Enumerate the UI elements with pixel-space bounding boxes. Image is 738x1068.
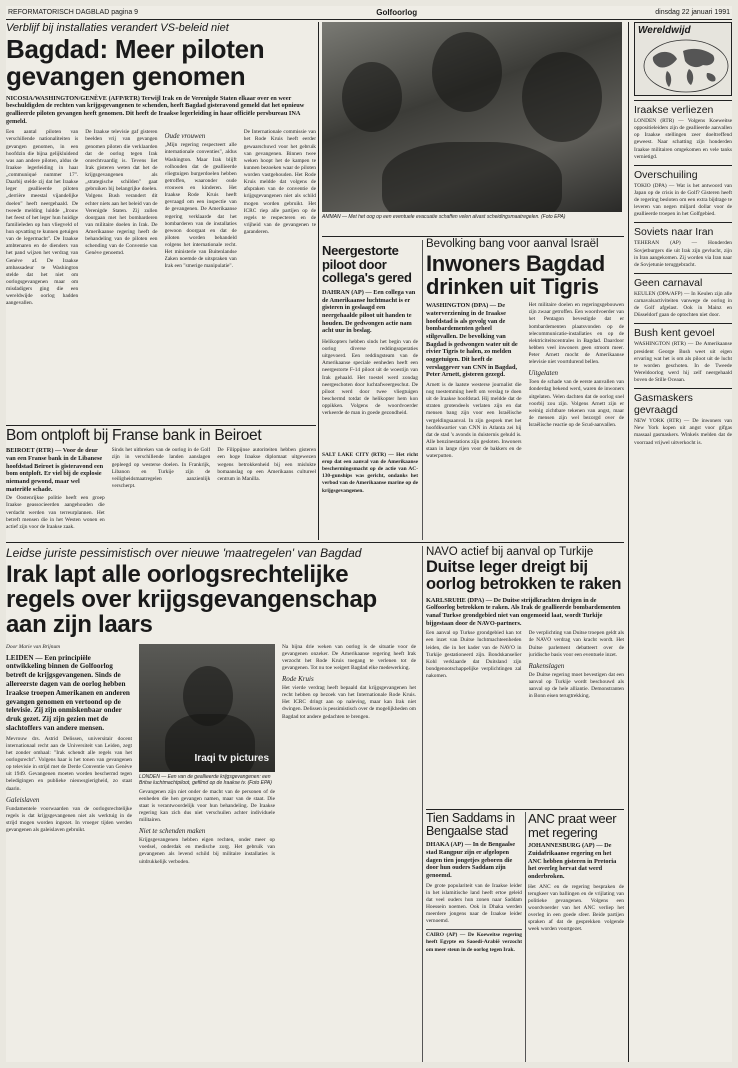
article-saddams — [426, 812, 522, 1062]
article-kicker: Leidse juriste pessimistisch over nieuwe 'maatregelen' van Bagdad — [6, 546, 362, 560]
article-subhead: Rakenslagen — [528, 661, 565, 670]
article-anc — [528, 812, 624, 1062]
article-column: Toen de schade van de eerste aanvallen van donderdag bekend werd, waren de inwoners uitgelaten. Velen dachten dat de oorlog snel voorbij zou zijn. Volgens Arnett zijn er weinig zichtbare tekenen van angst, maar de mensen zijn wel bezorgd over de Israëlische reactie op de Scud-aanvallen. — [528, 379, 624, 429]
section-rule — [322, 236, 624, 237]
article-lead: LEIDEN — Een principiële ontwikkeling binnen de Golfoorlog betreft de krijgsgevangenen. Sinds de allereerste dagen van de oorlog hebben Iraakse troepen Amerikanen en anderen gevangen genomen en vertoond op de televisie. Zij zijn onmiskenbaar onder druk gezet. Zij zijn gezien met de slachtoffers van andere mensen. — [6, 653, 130, 732]
article-lead: WASHINGTON (DPA) — De waterverziening in de Iraakse hoofdstad is als gevolg van de bombardementen geheel stilgevallen. De bevolking van Bagdad is gedwongen water uit de rivier Tigris te halen, zo melden ooggetuigen. Dit heeft de verslaggever van CNN in Bagdad, Peter Arnett, gisteren gezegd. — [426, 302, 518, 379]
article-headline: ANC praat weer met regering — [528, 811, 617, 840]
article-headline: Bagdad: Meer piloten gevangen genomen — [6, 34, 265, 92]
article-kicker: NAVO actief bij aanval op Turkije — [426, 546, 594, 558]
article-lead: DHAKA (AP) — In de Bengaalse stad Rangpur zijn er afgelopen dagen tien jongetjes geboren die door hun ouders Saddam zijn genoemd. — [426, 841, 516, 879]
article-headline: Bom ontploft bij Franse bank in Beiroet — [6, 427, 262, 444]
article-lead: BEIROET (RTR) — Voor de deur van een Franse bank in de Libanese hoofdstad Beiroet is gisteravond een bom ontploft. Er viel bij de explosie niemand gewond, maar wel materiële schade. — [6, 447, 104, 493]
column-rule — [525, 812, 526, 1062]
article-subhead: Niet te schenden maken — [139, 827, 206, 836]
wereldwijd-item-title: Soviets naar Iran — [634, 222, 732, 238]
article-column: De verplichting van Duitse troepen geldt als de NAVO verdrag van kracht wordt. Het Duitse parlement debatteert over de juridische basis voor een eventuele inzet. — [528, 630, 624, 658]
article-kicker: Bevolking bang voor aanval Israël — [426, 238, 599, 250]
article-piloten — [6, 22, 316, 423]
wereldwijd-column — [628, 22, 732, 1062]
article-body: De grote populariteit van de Iraakse leider in het islamitische land heeft ertoe geleid dat veel ouders hun zonen naar Saddam Hoessein noemen. Ook in Dhaka werden meerdere jongens naar de Iraakse leider vernoemd. — [426, 882, 522, 925]
article-column: Het militaire doelen en regeringsgebouwen zijn zwaar getroffen. Een woordvoerder van het Pentagon bevestigde dat er bombardementen plaatsvonden op de telecommunicatie-installaties en op de elektriciteitscentrales in Bagdad. Daardoor hebben veel inwoners geen stroom meer. Peter Arnett mocht de Amerikaanse televisie niet voortdurend bellen. — [528, 302, 624, 366]
article-column: Mevrouw drs. Astrid Delissen, universitair docent internationaal recht aan de Universiteit van Leiden, zegt het zonder omhaal: "Irak schendt alle regels van het oorlogsrecht". Volgens haar is het tonen van gevangenen op televisie in strijd met de Derde Conventie van Genève uit 1949. Gevangenen moeten worden beschermd tegen beledigingen en publieke nieuwsgierigheid, zo staat daarin. — [6, 735, 132, 792]
photo-crowd — [322, 22, 622, 212]
article-column: De Duitse regering moet bevestigen dat een aanval op Turkije wordt beschouwd als aanval op de hele alliantie. Demonstranten in Bonn eisen terugtrekking. — [528, 671, 624, 700]
article-neergestorte — [322, 244, 418, 512]
wereldwijd-item — [634, 388, 732, 447]
article-column: Arnett is de laatste westerse journalist die nog toestemming heeft om verslag te doen uit de Iraakse hoofdstad. Hij meldde dat de straten grotendeels verlaten zijn en dat mensen bang zijn voor een Israëlische vergeldingsaanval. In zijn gesprek met het hoofdkwartier van CNN in Atlanta zei hij dat de stad 's avonds in duisternis gehuld is. Alle benzinestations zijn gesloten. Inwoners staan in lange rijen voor de bakkers en de waterputten. — [426, 381, 522, 460]
article-column: Na bijna drie weken van oorlog is de situatie voor de gevangenen onzeker. De Amerikaanse regering heeft Irak verzocht het Rode Kruis toegang te verlenen tot de gevangenen. Tot nu toe weigert Bagdad elke medewerking. — [282, 643, 416, 671]
article-subhead: Oude vrouwen — [164, 132, 206, 141]
header-section: Golfoorlog — [376, 8, 418, 17]
wereldwijd-title: Wereldwijd — [638, 25, 691, 36]
header-date: dinsdag 22 januari 1991 — [655, 9, 730, 16]
article-column: De Internationale commissie van het Rode Kruis heeft eerder gewaarschuwd voor het gebruik van gevangenen. Binnen twee weken hoopt het de kampen te kunnen bezoeken waar de piloten worden vastgehouden. Het Rode Kruis meldde dat volgens de afspraken van de conventie de krijgsgevangenen niet als schild mogen worden gebruikt. Het ICRC riep alle partijen op de regels te respecteren en de vrijheid van de gevangenen te garanderen. — [243, 129, 316, 236]
article-headline: Duitse leger dreigt bij oorlog betrokken te raken — [426, 558, 622, 594]
article-column: De Iraakse televisie gaf gisteren beelden vrij van gevangen genomen piloten die verklaarden dat de oorlog tegen Irak onrechtvaardig is. Tevens liet Irak gisteren weten dat het de krijgsgevangenen als „strategische schilden" gaat gebruiken bij belangrijke doelen. Volgens Bush verandert dit echter niets aan het beleid van de Verenigde Staten. Zij zullen doorgaan met het bombarderen van militaire doelen in Irak. De Amerikaanse regering heeft de behandeling van de piloten een schending van de Conventie van Genève genoemd. — [85, 129, 158, 257]
article-kicker: Verblijf bij installaties verandert VS-beleid niet — [6, 22, 229, 34]
page-header — [6, 6, 732, 20]
article-lead: JOHANNESBURG (AP) — De Zuidafrikaanse regering en het ANC hebben gisteren in Pretoria het overleg hervat dat werd onderbroken. — [528, 842, 617, 880]
article-sidebar-note: SALT LAKE CITY (RTR) — Het richt erop dat een aanval van de Amerikaanse beschermingsmacht op de actie van AC-130-gunships was gericht, ondanks het verbod van de Amerikaanse marine op de krijgsgevangenen. — [322, 451, 418, 494]
article-headline: Neergestorte piloot door collega's gered — [322, 243, 412, 286]
newspaper-page — [6, 6, 732, 1062]
column-rule — [318, 22, 319, 540]
article-headline: Inwoners Bagdad drinken uit Tigris — [426, 251, 605, 300]
header-left: REFORMATORISCH DAGBLAD pagina 9 — [8, 9, 139, 16]
article-column: Gevangenen zijn niet onder de macht van de personen of de eenheden die hen gevangen namen, maar van de staat. Die staat is verantwoordelijk voor hun behandeling. De Iraakse regering kan zich dus niet verschuilen achter individuele militairen. — [139, 788, 275, 824]
article-subhead: Rode Kruis — [282, 675, 314, 684]
article-headline: Tien Saddams in Bengaalse stad — [426, 811, 515, 839]
article-column: Fundamentele voorwaarden van de oorlogsrechtelijke regels is dat krijgsgevangenen niet als werktuig in de strijd mogen worden ingezet. In vroeger tijden werden gevangenen als galeislaven gebruikt. — [6, 805, 132, 834]
photo-amman — [322, 22, 622, 228]
article-column: Sinds het uitbreken van de oorlog in de Golf zijn in verschillende landen aanslagen gepleegd op westerse doelen. In Frankrijk, Libanon en Turkije zijn de veiligheidsmaatregelen aanzienlijk verscherpt. — [111, 447, 211, 489]
article-tigris — [426, 238, 624, 538]
wereldwijd-item-body: LONDEN (RTR) — Volgens Koeweitse oppositieleiders zijn de geallieerde aanvallen op Iraakse stellingen zeer doeltreffend geweest. Naar schatting zijn honderden Iraakse militairen omgekomen en vele tanks vernietigd. — [634, 118, 732, 160]
photo-caption: AMMAN — Met het oog op een eventuele evacuatie schaffen velen alvast scheidingsmaatregelen. (Foto EPA) — [322, 214, 566, 220]
wereldwijd-item — [634, 222, 732, 269]
article-navo — [426, 546, 624, 808]
article-lead: DAHRAN (AP) — Een collega van de Amerikaanse luchtmacht is er gisteren in geslaagd een neergehaalde piloot uit handen te houden. De gedwongen actie nam acht uur in beslag. — [322, 288, 416, 335]
wereldwijd-item-title: Iraakse verliezen — [634, 100, 732, 116]
article-column: De Oostenrijkse politie heeft een groep Iraakse geassocieerden aangehouden die verdacht werden van terreurplannen. Het betreft mensen die in het Westen wonen en actief zijn voor de Iraakse zaak. — [6, 495, 105, 530]
wereldwijd-item — [634, 100, 732, 161]
world-map-icon — [643, 39, 729, 93]
article-subhead: Uitgelaten — [528, 369, 559, 378]
section-rule — [6, 542, 624, 543]
wereldwijd-item — [634, 273, 732, 320]
wereldwijd-item — [634, 323, 732, 384]
article-krijgsgevangenschap — [6, 546, 416, 1062]
photo-caption: LONDEN — Een van de geallieerde krijgsgevangenen: een Britse luchtmachtpiloot, gefilmd op de Iraakse tv. (Foto EPA) — [139, 773, 272, 786]
article-column: Krijgsgevangenen hebben eigen rechten, onder meer op voedsel, onderdak en medische zorg. Het gebruik van gevangenen als levend schild bij militaire installaties is uitdrukkelijk verboden. — [139, 837, 275, 865]
article-brief: CAIRO (AP) — De Koeweitse regering heeft Egypte en Saoedi-Arabië verzocht om meer steun in de oorlog tegen Irak. — [426, 929, 522, 953]
article-headline: Irak lapt alle oorlogsrechtelijke regels over krijgsgevangenschap aan zijn laars — [6, 561, 377, 639]
article-column: Het vierde verdrag heeft bepaald dat krijgsgevangenen het recht hebben op bezoek van het Internationale Rode Kruis. Het ICRC dringt aan op naleving, maar kan Irak niet dwingen. Delissen is pessimistisch over de mogelijkheden om Bagdad tot andere gedachten te brengen. — [282, 685, 416, 720]
wereldwijd-item-body: WASHINGTON (RTR) — De Amerikaanse president George Bush weet uit eigen ervaring wat het is om als piloot uit de lucht te worden geschoten. In de Tweede Wereldoorlog werd hij zelf neergehaald boven de Stille Oceaan. — [634, 341, 732, 383]
column-rule — [422, 240, 423, 540]
section-rule — [426, 809, 624, 810]
wereldwijd-item-title: Gasmaskers gevraagd — [634, 388, 732, 416]
wereldwijd-item-body: NEW YORK (RTR) — De inwoners van New York kopen uit angst voor gifgas massaal gasmaskers. Winkels melden dat de voorraad vrijwel uitverkocht is. — [634, 418, 732, 446]
article-byline: Door Marie van Brijnum — [6, 643, 61, 650]
article-beiroet — [6, 428, 316, 540]
wereldwijd-item-body: KEULEN (DPA/AFP) — In Keulen zijn alle carnavalsactiviteiten vanwege de oorlog in de Golf afgelast. Ook in Mainz en Düsseldorf gaan de optochten niet door. — [634, 290, 732, 319]
wereldwijd-masthead — [634, 22, 732, 96]
article-lead: KARLSRUHE (DPA) — De Duitse strijdkrachten dreigen in de Golfoorlog betrokken te raken. Als Irak de geallieerde bombardementen vanaf Turkse grondgebied niet van ongemoeid laat, wordt Turkije bijgestaan door de NAVO-partners. — [426, 596, 621, 627]
section-rule — [6, 425, 316, 426]
photo-overlay-label: Iraqi tv pictures — [194, 752, 269, 764]
article-subhead: Galeislaven — [6, 795, 40, 804]
article-column: Een aantal piloten van verschillende nationaliteiten is gevangen genomen, in een hoofdzin die bijna gelijkluidend was aan andere piloten, aldus de Iraakse legerleiding in haar „communiqué nummer 17". Daarbij stelde zij dat het Iraakse leger geallieerde piloten „derrière meestal vijandelijke doelen" heeft neergehaald. De tweede melding luidde „Irouw het feest of het leger hun huidige familieleden op hun vliegveld of hun opvatting te kunnen getuigen van de legermacht". De Iraakse ambtenaren en de dienders van het pand wijzen het verdrag van Genève af. De Iraakse ambassadeur te Washington stelde dat het niet om oorlogsgevangenen maar om misdadigers ging die een wereldwijde oorlog hadden aangevallen. — [6, 129, 79, 307]
wereldwijd-item-title: Overschuiling — [634, 165, 732, 181]
wereldwijd-item-body: TEHERAN (AP) — Honderden Sovjetburgers die uit Irak zijn gevlucht, zijn in Iran aangekomen. Zij worden via Iran naar de Sovjetunie teruggebracht. — [634, 240, 732, 268]
wereldwijd-item-title: Bush kent gevoel — [634, 323, 732, 339]
column-rule — [422, 546, 423, 1062]
article-body: Helikopters hebben sinds het begin van de oorlog diverse reddingsoperaties uitgevoerd. Een reddingsteam van de Amerikaanse speciale eenheden heeft een neergestorte F-14 piloot uit de woestijn van Irak gehaald. Het toestel werd zondag neergeschoten door luchtafweergeschut. De piloot werd door twee vliegtuigen beschermd totdat de helikopter hem kon oppikken. Volgens de woordvoerder verkeerde de man in goede gezondheid. — [322, 338, 418, 417]
article-column: „Mijn regering respecteert alle internationale conventies", aldus Washington. Maar Irak blijft volhouden dat de geallieerde vliegtuigen burgerdoelen hebben getroffen, waaronder oude vrouwen en kinderen. Het Iraakse Rode Kruis heeft gevraagd om een inspectie van de gevangenen. De Amerikaanse regering verklaarde dat het bombarderen van de installaties gewoon doorgaat en dat de piloten worden behandeld volgens het internationale recht. Het ministerie van Buitenlandse Zaken noemde de uitspraken van Irak een "smerige manipulatie". — [164, 142, 237, 270]
article-column: Een aanval op Turkse grondgebied kan tot een inzet van Duitse luchtmachteenheden leiden, die in het kader van de NAVO in Turkije gestationeerd zijn. Bondskanselier Kohl verklaarde dat Duitsland zijn bondgenootschappelijke verplichtingen zal nakomen. — [426, 630, 522, 680]
article-column: De Filippijnse autoriteiten hebben gisteren een hoge Iraakse diplomaat uitgewezen wegens betrokkenheid bij een mislukte bomaanslag op een Amerikaans cultureel centrum in Manilla. — [217, 447, 317, 482]
wereldwijd-item-body: TOKIO (DPA) — Wat is het antwoord van Japan op de crisis in de Golf? Gisteren heeft de regering besloten om een extra bijdrage te leveren van negen miljard dollar voor de geallieerde troepen in het Golfgebied. — [634, 182, 732, 218]
article-body: Het ANC en de regering bespraken de terugkeer van ballingen en de vrijlating van politieke gevangenen. Volgens een woordvoerder van het ANC verliep het overleg in een goede sfeer. Beide partijen spraken af dat de gesprekken volgende week worden voortgezet. — [528, 883, 624, 933]
wereldwijd-item — [634, 165, 732, 219]
article-lead: NICOSIA/WASHINGTON/GENÈVE (AFP/RTR) Terwijl Irak en de Verenigde Staten elkaar over en weer beschuldigden de rechten van krijgsgevangenen te schenden, heeft Bagdad gisteravond gemeld dat het opnieuw geallieerde piloten gevangen heeft genomen. Dit heeft de Iraakse legerleiding in haar officiële persbureau INA gemeld. — [6, 94, 305, 125]
photo-pilot — [139, 644, 275, 772]
wereldwijd-item-title: Geen carnaval — [634, 273, 732, 289]
